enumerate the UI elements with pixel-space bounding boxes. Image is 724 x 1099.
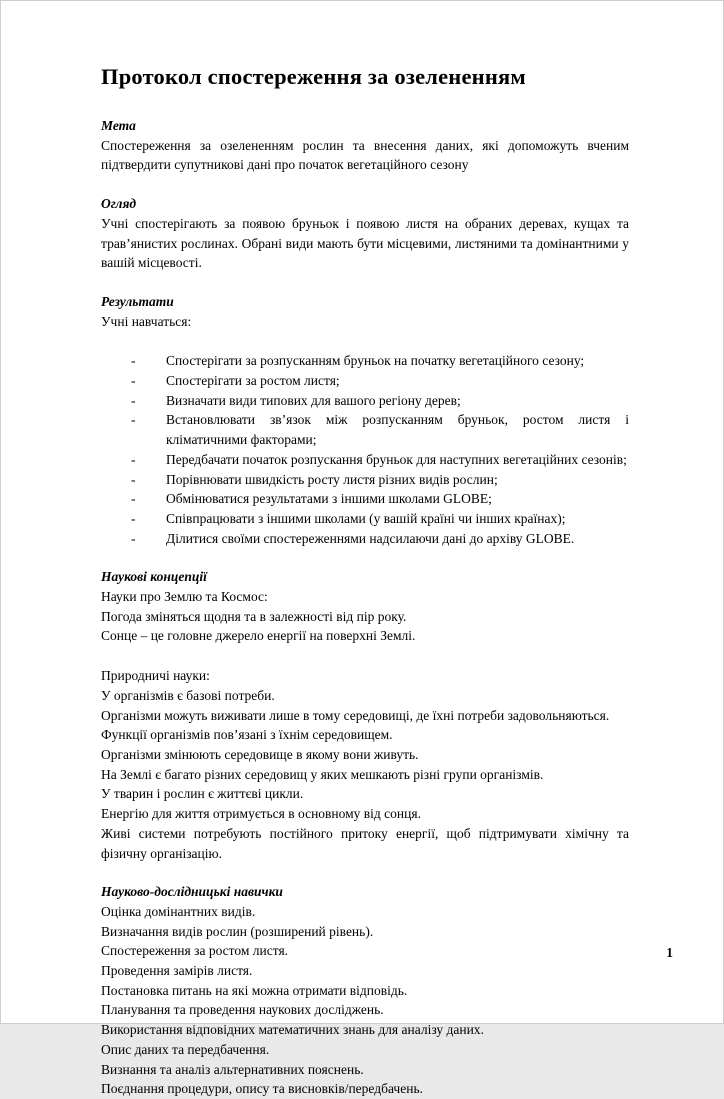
section-heading: Мета [101, 118, 136, 133]
paragraph: Природничі науки: [101, 668, 210, 684]
list-item: - Порівнювати швидкість росту листя різних видів рослин; [131, 470, 629, 490]
section [101, 567, 629, 863]
page-number: 1 [666, 945, 673, 961]
paragraph: Опис даних та передбачення. [101, 1041, 270, 1057]
list-item: - Спостерігати за ростом листя; [131, 371, 629, 391]
paragraph: Учні спостерігають за появою бруньок і появою листя на обраних деревах, кущах та трав’янистих рослинах. Обрані види мають бути місцевими, листяними та домінантними у вашій місцевості. [101, 215, 629, 271]
list-item: - Встановлювати зв’язок між розпусканням бруньок, ростом листя і кліматичними факторами; [131, 410, 629, 449]
list-item: - Співпрацювати з іншими школами (у вашій країні чи інших країнах); [131, 509, 629, 529]
paragraph: Постановка питань на які можна отримати відповідь. [101, 982, 408, 998]
section-heading: Огляд [101, 196, 137, 212]
blank-line [101, 331, 629, 351]
page-title: Протокол спостереження за озелененням [101, 64, 526, 89]
list-item: - Визначати види типових для вашого регіону дерев; [131, 391, 629, 411]
paragraph: У організмів є базові потреби. [101, 687, 275, 703]
paragraph: Оцінка домінантних видів. [101, 903, 256, 919]
section-heading: Науково-дослідницькі навички [101, 884, 283, 900]
blank-line [101, 646, 629, 666]
section [101, 116, 629, 175]
paragraph: У тварин і рослин є життєві цикли. [101, 786, 304, 802]
list-item: - Обмінюватися результатами з іншими школами GLOBE; [131, 489, 629, 509]
paragraph: Функції організмів пов’язані з їхнім середовищем. [101, 727, 393, 743]
paragraph: Визнання та аналіз альтернативних пояснень. [101, 1061, 364, 1077]
paragraph: Живі системи потребують постійного притоку енергії, щоб підтримувати хімічну та фізичну організацію. [101, 825, 629, 861]
paragraph: Поєднання процедури, опису та висновків/передбачень. [101, 1081, 423, 1097]
paragraph: Організми змінюють середовище в якому вони живуть. [101, 746, 419, 762]
paragraph: Енергію для життя отримується в основному від сонця. [101, 806, 421, 822]
paragraph: Організми можуть виживати лише в тому середовищі, де їхні потреби задовольняються. [101, 707, 610, 723]
list-item: - Спостерігати за розпусканням бруньок на початку вегетаційного сезону; [131, 351, 629, 371]
section [101, 882, 629, 1099]
paragraph: Визначання видів рослин (розширений рівень). [101, 923, 374, 939]
list-item: - Передбачати початок розпускання бруньок для наступних вегетаційних сезонів; [131, 450, 629, 470]
dash-list [131, 351, 629, 548]
paragraph: На Землі є багато різних середовищ у яких мешкають різні групи організмів. [101, 766, 544, 782]
paragraph: Проведення замірів листя. [101, 963, 253, 979]
section-heading: Наукові концепції [101, 569, 207, 585]
document-content [1, 1, 723, 1099]
paragraph: Погода зміняться щодня та в залежності від пір року. [101, 608, 407, 624]
paragraph: Сонце – це головне джерело енергії на поверхні Землі. [101, 628, 416, 644]
paragraph: Спостереження за ростом листя. [101, 943, 289, 959]
paragraph: Планування та проведення наукових досліджень. [101, 1002, 384, 1018]
section-heading: Результати [101, 293, 174, 309]
paragraph: Учні навчаться: [101, 313, 192, 329]
paragraph: Спостереження за озелененням рослин та внесення даних, які допоможуть вченим підтвердити супутникові дані про початок вегетаційного сезону [101, 137, 629, 173]
list-item: - Ділитися своїми спостереженнями надсилаючи дані до архіву GLOBE. [131, 529, 629, 549]
document-sections [101, 116, 629, 1099]
section [101, 292, 629, 548]
paragraph: Використання відповідних математичних знань для аналізу даних. [101, 1022, 484, 1038]
paragraph: Науки про Землю та Космос: [101, 589, 268, 605]
section [101, 194, 629, 273]
